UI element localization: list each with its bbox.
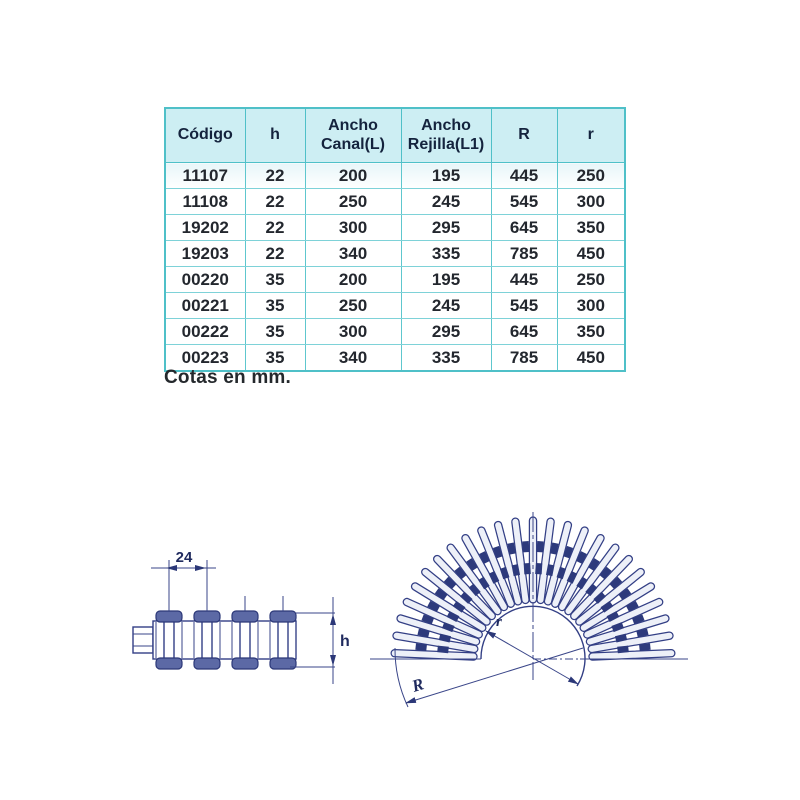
chain-link	[503, 568, 506, 578]
chain-link	[511, 543, 513, 554]
table-cell: 340	[305, 345, 401, 372]
table-cell: 450	[557, 345, 625, 372]
table-header-row	[165, 108, 625, 163]
table-cell: 545	[491, 293, 557, 319]
table-cell: 545	[491, 189, 557, 215]
table-cell: 35	[245, 293, 305, 319]
chain-link	[429, 604, 439, 609]
table-cell: 785	[491, 345, 557, 372]
column-header: R	[491, 108, 557, 163]
table-cell: 450	[557, 241, 625, 267]
table-cell: 00222	[165, 319, 245, 345]
units-note: Cotas en mm.	[164, 367, 291, 388]
table-cell: 245	[401, 293, 491, 319]
height-dim-label: h	[340, 633, 350, 650]
chain-link	[443, 625, 453, 629]
table-cell: 445	[491, 267, 557, 293]
table-cell: 19202	[165, 215, 245, 241]
table-cell: 00221	[165, 293, 245, 319]
table-body	[165, 163, 625, 372]
column-header: Ancho Rejilla(L1)	[401, 108, 491, 163]
curved-grille-drawing	[370, 500, 690, 720]
inner-radius-dim-line	[486, 631, 578, 684]
table-row	[165, 241, 625, 267]
table-cell: 295	[401, 319, 491, 345]
table-cell: 245	[401, 189, 491, 215]
chain-link	[570, 572, 575, 582]
table-cell: 22	[245, 215, 305, 241]
outer-radius-label: R	[409, 674, 427, 696]
spec-table	[164, 107, 626, 372]
chain-link	[637, 632, 648, 635]
table-cell: 250	[305, 189, 401, 215]
chain-link	[608, 614, 618, 619]
chain-link	[482, 553, 487, 563]
table-cell: 350	[557, 215, 625, 241]
table-cell: 35	[245, 267, 305, 293]
chain-link	[549, 565, 551, 576]
side-view-drawing	[120, 540, 360, 710]
table-cell: 35	[245, 345, 305, 372]
table-row	[165, 319, 625, 345]
table-cell: 11107	[165, 163, 245, 189]
table-row	[165, 163, 625, 189]
chain-link	[423, 617, 433, 621]
table-cell: 250	[557, 163, 625, 189]
chain-link	[418, 632, 429, 635]
table-cell: 445	[491, 163, 557, 189]
table-cell: 200	[305, 163, 401, 189]
table-cell: 22	[245, 241, 305, 267]
spec-table-container	[164, 107, 626, 372]
chain-link	[560, 568, 563, 578]
table-cell: 300	[305, 319, 401, 345]
table-row	[165, 189, 625, 215]
chain-link	[616, 637, 627, 640]
table-cell: 645	[491, 215, 557, 241]
chain-link	[567, 547, 570, 557]
table-cell: 335	[401, 345, 491, 372]
table-cell: 11108	[165, 189, 245, 215]
chain-link	[613, 625, 623, 629]
chain-link	[492, 572, 497, 582]
chain-link	[416, 647, 427, 648]
slat-top-cap	[232, 611, 258, 622]
table-cell: 00220	[165, 267, 245, 293]
chain-link	[628, 604, 638, 609]
chain-link	[448, 614, 458, 619]
slat-top-cap	[194, 611, 220, 622]
chain-link	[553, 543, 555, 554]
slat-bottom-cap	[156, 658, 182, 669]
table-cell: 19203	[165, 241, 245, 267]
table-cell: 645	[491, 319, 557, 345]
table-cell: 200	[305, 267, 401, 293]
table-cell: 300	[305, 215, 401, 241]
column-header: h	[245, 108, 305, 163]
chain-link	[527, 563, 528, 574]
table-cell: 300	[557, 189, 625, 215]
table-cell: 22	[245, 163, 305, 189]
table-cell: 335	[401, 241, 491, 267]
chain-link	[639, 647, 650, 648]
table-cell: 00223	[165, 345, 245, 372]
slat-top-cap	[270, 611, 296, 622]
slat-bottom-cap	[232, 658, 258, 669]
chain-link	[515, 565, 517, 576]
table-header	[165, 108, 625, 163]
inner-radius-label: r	[496, 614, 502, 630]
chain-link	[540, 541, 541, 552]
chain-link	[496, 547, 499, 557]
table-row	[165, 293, 625, 319]
column-header: Código	[165, 108, 245, 163]
slat-bottom-cap	[194, 658, 220, 669]
table-cell: 350	[557, 319, 625, 345]
chain-link	[618, 649, 629, 650]
end-connector	[133, 627, 153, 653]
table-cell: 250	[305, 293, 401, 319]
table-cell: 195	[401, 163, 491, 189]
table-cell: 340	[305, 241, 401, 267]
pitch-dim-label: 24	[175, 549, 193, 566]
slat-top-cap	[156, 611, 182, 622]
table-cell: 35	[245, 319, 305, 345]
table-row	[165, 267, 625, 293]
table-cell: 295	[401, 215, 491, 241]
chain-link	[579, 553, 584, 563]
table-cell: 785	[491, 241, 557, 267]
chain-link	[525, 541, 526, 552]
chain-link	[438, 649, 449, 650]
column-header: r	[557, 108, 625, 163]
table-cell: 250	[557, 267, 625, 293]
table-cell: 22	[245, 189, 305, 215]
chain-link	[440, 637, 451, 640]
chain-link	[538, 563, 539, 574]
table-cell: 300	[557, 293, 625, 319]
table-row	[165, 215, 625, 241]
chain-link	[633, 617, 643, 621]
column-header: Ancho Canal(L)	[305, 108, 401, 163]
table-cell: 195	[401, 267, 491, 293]
